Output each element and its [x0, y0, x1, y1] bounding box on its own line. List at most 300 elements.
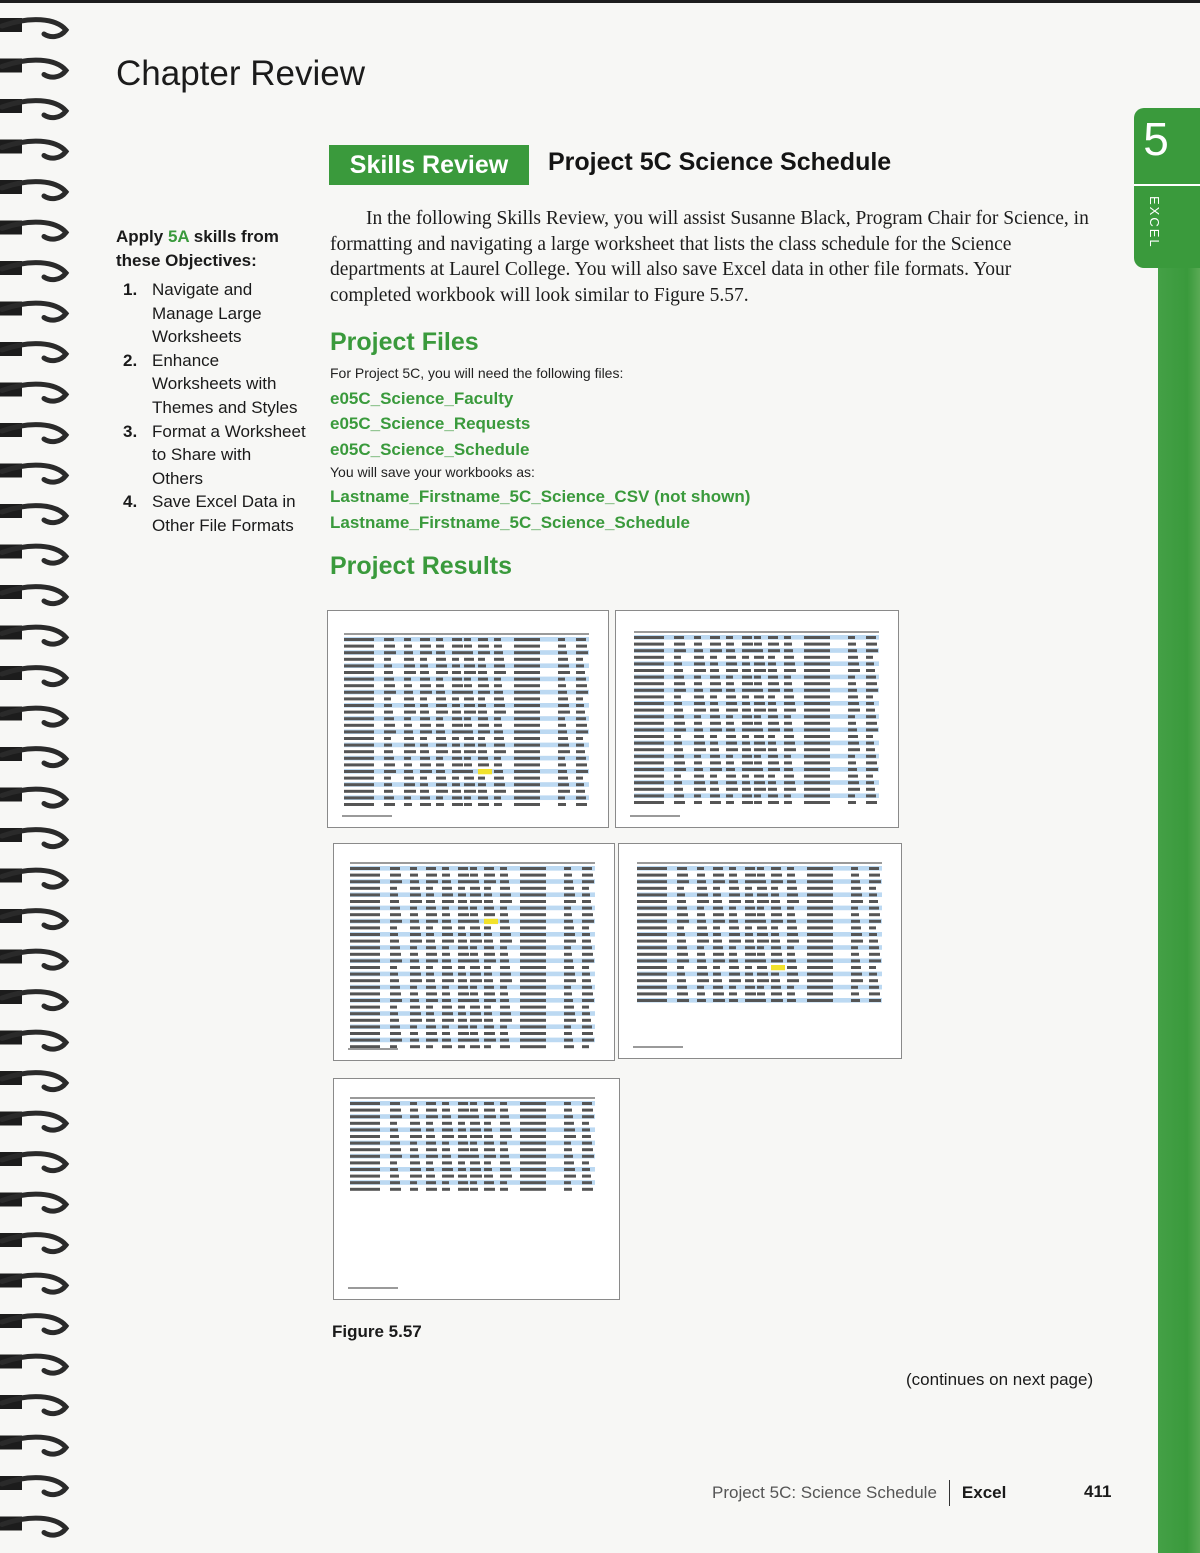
- sheet-cell-text: [470, 867, 477, 870]
- sheet-cell-text: [634, 781, 664, 784]
- sheet-cell-text: [426, 1115, 438, 1118]
- sheet-cell-text: [344, 744, 374, 747]
- sheet-cell-text: [576, 763, 587, 766]
- sheet-cell-text: [677, 979, 686, 982]
- sheet-cell-text: [458, 920, 470, 923]
- sheet-header-line: [350, 862, 595, 864]
- sheet-cell-text: [520, 1006, 546, 1009]
- sheet-cell-text: [344, 717, 374, 720]
- sheet-cell-text: [694, 715, 701, 718]
- sheet-cell-text: [344, 658, 374, 661]
- sheet-cell-text: [384, 750, 393, 753]
- sheet-cell-text: [558, 697, 568, 700]
- sheet-cell-text: [754, 649, 763, 652]
- sheet-cell-text: [807, 966, 833, 969]
- sheet-cell-text: [866, 761, 877, 764]
- sheet-cell-text: [697, 913, 705, 916]
- sheet-cell-text: [768, 636, 778, 639]
- sheet-cell-text: [452, 763, 463, 766]
- sheet-cell-text: [787, 867, 794, 870]
- sheet-cell-text: [404, 684, 412, 687]
- sheet-cell-text: [582, 973, 590, 976]
- sheet-cell-text: [787, 874, 795, 877]
- sheet-cell-text: [869, 926, 876, 929]
- sheet-cell-text: [484, 979, 493, 982]
- sheet-cell-text: [350, 1155, 380, 1158]
- sheet-cell-text: [442, 1115, 451, 1118]
- sheet-cell-text: [787, 999, 796, 1002]
- sheet-cell-text: [390, 1161, 397, 1164]
- sheet-cell-text: [390, 880, 402, 883]
- sheet-cell-text: [478, 730, 490, 733]
- objective-text: Navigate and Manage Large Worksheets: [152, 280, 262, 347]
- binding-coil: [0, 99, 66, 118]
- sheet-cell-text: [564, 1188, 572, 1191]
- sheet-header-line: [637, 862, 882, 864]
- sheet-cell-text: [564, 1142, 571, 1145]
- sheet-cell-text: [851, 979, 863, 982]
- sheet-cell-text: [713, 874, 724, 877]
- sheet-cell-text: [350, 1188, 380, 1191]
- sheet-cell-text: [458, 887, 465, 890]
- sheet-cell-text: [410, 887, 420, 890]
- sheet-cell-text: [404, 645, 412, 648]
- sheet-cell-text: [582, 913, 593, 916]
- sheet-cell-text: [757, 999, 766, 1002]
- sheet-cell-text: [713, 926, 720, 929]
- sheet-cell-text: [470, 1115, 479, 1118]
- sheet-cell-text: [436, 697, 446, 700]
- sheet-cell-text: [726, 709, 738, 712]
- sheet-cell-text: [729, 874, 737, 877]
- sheet-cell-text: [344, 763, 374, 766]
- sheet-cell-text: [804, 728, 830, 731]
- sheet-cell-text: [784, 656, 794, 659]
- sheet-cell-text: [804, 669, 830, 672]
- sheet-cell-text: [869, 900, 878, 903]
- sheet-cell-text: [634, 689, 664, 692]
- sheet-cell-text: [500, 1168, 511, 1171]
- sheet-cell-text: [350, 893, 380, 896]
- sheet-cell-text: [726, 722, 734, 725]
- sheet-cell-text: [410, 1032, 418, 1035]
- sheet-cell-text: [390, 1135, 399, 1138]
- sheet-cell-text: [410, 907, 417, 910]
- sheet-cell-text: [729, 933, 740, 936]
- sheet-cell-text: [452, 651, 464, 654]
- sheet-cell-text: [478, 704, 486, 707]
- sheet-cell-text: [442, 1135, 454, 1138]
- sheet-cell-text: [768, 735, 775, 738]
- sheet-cell-text: [742, 689, 754, 692]
- sheet-cell-text: [442, 1188, 450, 1191]
- sheet-cell-text: [500, 933, 511, 936]
- sheet-cell-text: [869, 920, 881, 923]
- sheet-cell-text: [470, 1188, 478, 1191]
- sheet-cell-text: [674, 682, 685, 685]
- sheet-cell-text: [784, 722, 792, 725]
- sheet-cell-text: [754, 768, 763, 771]
- sheet-cell-text: [426, 1039, 438, 1042]
- sheet-cell-text: [404, 790, 416, 793]
- sheet-cell-text: [674, 768, 686, 771]
- sheet-cell-text: [851, 874, 859, 877]
- sheet-cell-text: [494, 678, 501, 681]
- sheet-cell-text: [350, 1039, 380, 1042]
- sheet-cell-text: [866, 636, 876, 639]
- sheet-cell-text: [520, 867, 546, 870]
- binding-coil: [0, 909, 66, 928]
- sheet-cell-text: [634, 649, 664, 652]
- sheet-cell-text: [634, 695, 664, 698]
- sheet-cell-text: [484, 1032, 495, 1035]
- sheet-cell-text: [634, 656, 664, 659]
- sheet-cell-text: [426, 1032, 437, 1035]
- sheet-cell-text: [710, 649, 722, 652]
- binding-coil: [0, 302, 66, 321]
- sheet-cell-text: [520, 1102, 546, 1105]
- sheet-cell-text: [784, 748, 796, 751]
- sheet-cell-text: [784, 695, 794, 698]
- sheet-cell-text: [674, 788, 683, 791]
- sheet-cell-text: [470, 973, 481, 976]
- file-link[interactable]: e05C_Science_Faculty: [330, 389, 514, 408]
- sheet-cell-text: [866, 689, 878, 692]
- sheet-cell-text: [484, 953, 495, 956]
- sheet-cell-text: [470, 1102, 477, 1105]
- sheet-cell-text: [558, 684, 566, 687]
- sheet-cell-text: [697, 867, 704, 870]
- sheet-cell-text: [784, 702, 795, 705]
- sheet-cell-text: [866, 794, 876, 797]
- sheet-cell-text: [674, 702, 682, 705]
- sheet-cell-text: [754, 728, 763, 731]
- sheet-cell-text: [442, 1155, 451, 1158]
- sheet-cell-text: [442, 1175, 454, 1178]
- sheet-cell-text: [520, 887, 546, 890]
- file-link[interactable]: e05C_Science_Requests: [330, 414, 531, 433]
- sheet-cell-text: [384, 790, 393, 793]
- sheet-cell-text: [464, 678, 471, 681]
- sheet-cell-text: [410, 913, 418, 916]
- sheet-cell-text: [458, 1188, 469, 1191]
- sheet-cell-text: [470, 913, 478, 916]
- sheet-cell-text: [420, 724, 431, 727]
- sheet-cell-text: [520, 1155, 546, 1158]
- sheet-cell-text: [426, 1181, 436, 1184]
- sheet-cell-text: [564, 979, 576, 982]
- sheet-cell-text: [768, 649, 780, 652]
- sheet-cell-text: [851, 893, 862, 896]
- sheet-cell-text: [404, 763, 412, 766]
- sheet-cell-text: [442, 1039, 451, 1042]
- sheet-cell-text: [710, 768, 722, 771]
- sheet-cell-text: [458, 953, 469, 956]
- sheet-cell-text: [390, 940, 399, 943]
- sheet-cell-text: [726, 649, 735, 652]
- sheet-cell-text: [494, 684, 502, 687]
- sheet-cell-text: [787, 966, 797, 969]
- sheet-cell-text: [582, 1188, 593, 1191]
- sheet-cell-text: [436, 638, 443, 641]
- sheet-cell-text: [726, 715, 733, 718]
- sheet-cell-text: [804, 715, 830, 718]
- sheet-cell-text: [771, 900, 780, 903]
- sheet-cell-text: [754, 682, 762, 685]
- sheet-cell-text: [478, 783, 486, 786]
- sheet-cell-text: [350, 940, 380, 943]
- sheet-cell-text: [478, 796, 488, 799]
- result-thumbnail-page-3: [333, 843, 615, 1061]
- sheet-cell-text: [500, 1135, 512, 1138]
- sheet-cell-text: [697, 940, 709, 943]
- sheet-cell-text: [442, 893, 453, 896]
- sheet-cell-text: [787, 940, 799, 943]
- sheet-cell-text: [582, 1045, 589, 1048]
- sheet-cell-text: [697, 946, 704, 949]
- sheet-cell-text: [500, 1148, 508, 1151]
- sheet-cell-text: [745, 959, 757, 962]
- sheet-cell-text: [742, 722, 753, 725]
- sheet-cell-text: [726, 755, 733, 758]
- sheet-cell-text: [634, 662, 664, 665]
- sheet-cell-text: [582, 920, 594, 923]
- sheet-cell-text: [564, 900, 576, 903]
- sheet-cell-text: [726, 742, 737, 745]
- sheet-cell-text: [464, 711, 476, 714]
- sheet-cell-text: [771, 959, 783, 962]
- sheet-cell-text: [582, 966, 589, 969]
- sheet-cell-text: [484, 999, 496, 1002]
- sheet-cell-text: [344, 757, 374, 760]
- sheet-cell-text: [442, 907, 449, 910]
- sheet-cell-text: [710, 761, 721, 764]
- sheet-cell-text: [452, 645, 463, 648]
- sheet-cell-text: [869, 940, 878, 943]
- sheet-cell-text: [576, 664, 584, 667]
- sheet-cell-text: [410, 874, 418, 877]
- sheet-cell-text: [768, 656, 775, 659]
- sheet-cell-text: [677, 940, 686, 943]
- sheet-cell-text: [634, 709, 664, 712]
- sheet-cell-text: [484, 1122, 491, 1125]
- sheet-cell-text: [404, 658, 414, 661]
- sheet-cell-text: [637, 999, 667, 1002]
- chapter-number: 5: [1143, 113, 1169, 165]
- sheet-cell-text: [851, 913, 859, 916]
- sheet-cell-text: [634, 801, 664, 804]
- sheet-cell-text: [484, 1025, 494, 1028]
- sheet-cell-text: [674, 643, 685, 646]
- sheet-cell-text: [350, 867, 380, 870]
- sheet-cell-text: [494, 777, 504, 780]
- sheet-cell-text: [807, 874, 833, 877]
- sheet-cell-text: [804, 761, 830, 764]
- sheet-cell-text: [390, 867, 400, 870]
- sheet-cell-text: [500, 1128, 511, 1131]
- sheet-cell-text: [494, 638, 501, 641]
- sheet-cell-text: [494, 737, 504, 740]
- sheet-cell-text: [484, 867, 494, 870]
- sheet-cell-text: [757, 900, 769, 903]
- sheet-cell-text: [694, 649, 703, 652]
- sheet-cell-text: [494, 717, 501, 720]
- sheet-cell-text: [787, 979, 799, 982]
- sheet-cell-text: [848, 689, 857, 692]
- sheet-cell-text: [848, 748, 860, 751]
- sheet-cell-text: [390, 1122, 397, 1125]
- sheet-cell-text: [404, 737, 414, 740]
- sheet-cell-text: [464, 664, 475, 667]
- sheet-cell-text: [710, 643, 721, 646]
- sheet-cell-text: [710, 775, 717, 778]
- sheet-cell-text: [757, 959, 766, 962]
- sheet-cell-text: [470, 953, 478, 956]
- sheet-cell-text: [390, 1155, 402, 1158]
- sheet-cell-text: [384, 704, 392, 707]
- sheet-cell-text: [694, 682, 702, 685]
- sheet-cell-text: [582, 926, 589, 929]
- sheet-cell-text: [807, 926, 833, 929]
- footer-project: Project 5C: Science Schedule: [712, 1483, 937, 1502]
- sheet-cell-text: [754, 715, 761, 718]
- sheet-cell-text: [771, 973, 779, 976]
- sheet-cell-text: [494, 645, 502, 648]
- sheet-cell-text: [420, 757, 430, 760]
- sheet-cell-text: [484, 1045, 491, 1048]
- sheet-cell-text: [470, 1175, 482, 1178]
- sheet-cell-text: [729, 986, 736, 989]
- sheet-cell-text: [520, 1161, 546, 1164]
- sheet-cell-text: [787, 920, 796, 923]
- sheet-cell-text: [787, 986, 794, 989]
- sheet-cell-text: [784, 761, 792, 764]
- sheet-cell-text: [866, 715, 876, 718]
- objective-text: Save Excel Data in Other File Formats: [152, 492, 296, 535]
- sheet-header-line: [634, 631, 879, 633]
- sheet-cell-text: [742, 656, 749, 659]
- sheet-cell-text: [390, 913, 401, 916]
- sheet-cell-text: [754, 669, 766, 672]
- sheet-cell-text: [390, 1045, 397, 1048]
- sheet-cell-text: [470, 1039, 479, 1042]
- sheet-cell-text: [470, 1032, 478, 1035]
- sheet-cell-text: [390, 900, 399, 903]
- sheet-footer-line: [342, 815, 392, 817]
- sheet-cell-text: [410, 1188, 418, 1191]
- sheet-cell-text: [390, 973, 398, 976]
- highlighted-cell: [771, 965, 785, 970]
- sheet-cell-text: [514, 691, 540, 694]
- sheet-cell-text: [350, 926, 380, 929]
- sheet-cell-text: [869, 966, 876, 969]
- binding-coil: [0, 423, 66, 442]
- sheet-cell-text: [350, 1045, 380, 1048]
- sheet-cell-text: [677, 913, 688, 916]
- sheet-cell-text: [452, 770, 464, 773]
- sheet-cell-text: [710, 728, 722, 731]
- sheet-cell-text: [694, 781, 705, 784]
- sheet-cell-text: [426, 1142, 436, 1145]
- sheet-cell-text: [500, 893, 511, 896]
- sheet-cell-text: [404, 724, 412, 727]
- sheet-cell-text: [754, 636, 761, 639]
- sheet-cell-text: [500, 1102, 507, 1105]
- objectives-heading: [116, 225, 296, 273]
- sheet-cell-text: [637, 893, 667, 896]
- sheet-cell-text: [582, 1019, 591, 1022]
- sheet-cell-text: [458, 1012, 466, 1015]
- sheet-cell-text: [500, 1109, 508, 1112]
- sheet-cell-text: [677, 946, 687, 949]
- sheet-cell-text: [582, 946, 592, 949]
- sheet-cell-text: [484, 946, 494, 949]
- sheet-cell-text: [390, 887, 397, 890]
- sheet-cell-text: [520, 1181, 546, 1184]
- sheet-header-line: [344, 633, 589, 635]
- sheet-cell-text: [426, 1155, 438, 1158]
- sheet-cell-text: [442, 1025, 449, 1028]
- sheet-cell-text: [637, 913, 667, 916]
- sheet-cell-text: [771, 953, 782, 956]
- sheet-cell-text: [742, 669, 751, 672]
- sheet-cell-text: [426, 1148, 437, 1151]
- sheet-cell-text: [634, 715, 664, 718]
- sheet-cell-text: [458, 1135, 467, 1138]
- sheet-cell-text: [869, 953, 880, 956]
- sheet-cell-text: [869, 946, 879, 949]
- sheet-cell-text: [484, 1181, 494, 1184]
- sheet-cell-text: [350, 887, 380, 890]
- intro-paragraph: In the following Skills Review, you will assist Susanne Black, Program Chair for Science, in formatting and navigating a large worksheet that lists the class schedule for the Science departments at Laurel College. You will also save Excel data in other file formats. Your completed workbook will look similar to Figure 5.57.: [330, 208, 1089, 306]
- sheet-cell-text: [866, 748, 875, 751]
- sheet-cell-text: [390, 893, 398, 896]
- file-link[interactable]: e05C_Science_Schedule: [330, 440, 530, 459]
- sheet-cell-text: [558, 711, 570, 714]
- sheet-cell-text: [442, 953, 450, 956]
- sheet-cell-text: [710, 702, 718, 705]
- sheet-cell-text: [768, 742, 776, 745]
- sheet-cell-text: [442, 959, 451, 962]
- sheet-cell-text: [807, 973, 833, 976]
- sheet-cell-text: [582, 1109, 593, 1112]
- binding-coil: [0, 1395, 66, 1414]
- sheet-cell-text: [710, 656, 717, 659]
- sheet-cell-text: [582, 979, 591, 982]
- sheet-cell-text: [637, 986, 667, 989]
- sheet-cell-text: [390, 1168, 398, 1171]
- sheet-cell-text: [637, 946, 667, 949]
- sheet-cell-text: [848, 695, 858, 698]
- sheet-cell-text: [390, 966, 397, 969]
- sheet-footer-line: [348, 1048, 398, 1050]
- sheet-cell-text: [677, 920, 689, 923]
- sheet-cell-text: [458, 1019, 467, 1022]
- sheet-cell-text: [742, 695, 749, 698]
- sheet-cell-text: [442, 1032, 450, 1035]
- sheet-cell-text: [390, 926, 397, 929]
- sheet-cell-text: [514, 651, 540, 654]
- sheet-cell-text: [848, 788, 860, 791]
- sheet-cell-text: [634, 768, 664, 771]
- sheet-cell-text: [500, 940, 512, 943]
- sheet-cell-text: [807, 953, 833, 956]
- sheet-cell-text: [442, 933, 453, 936]
- sheet-cell-text: [520, 900, 546, 903]
- sheet-cell-text: [804, 735, 830, 738]
- sheet-cell-text: [464, 704, 475, 707]
- sheet-cell-text: [787, 946, 794, 949]
